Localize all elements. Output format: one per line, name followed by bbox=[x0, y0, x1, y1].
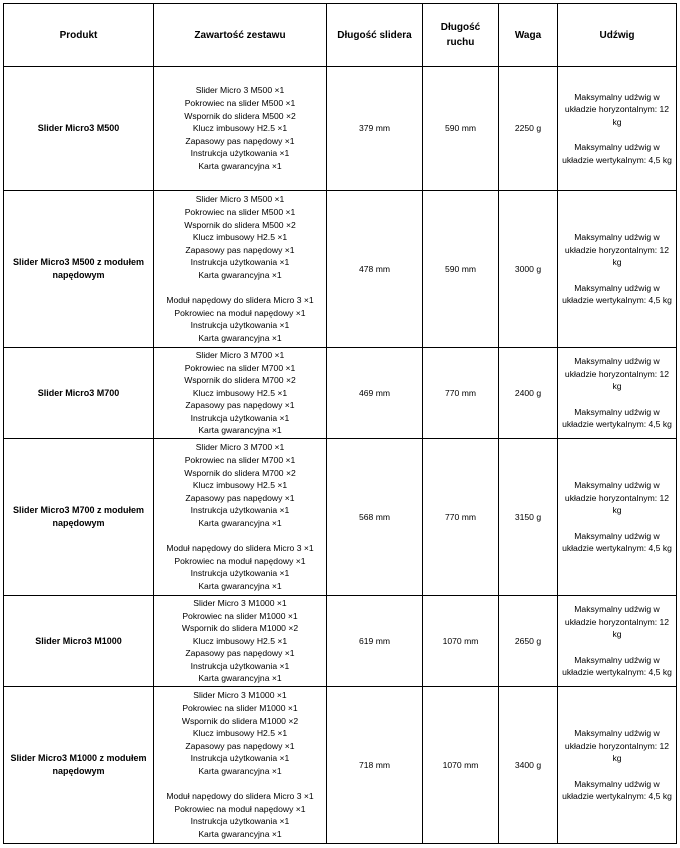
kit-item: Slider Micro 3 M500 ×1 bbox=[195, 85, 285, 96]
header-slider-length: Długość slidera bbox=[327, 4, 423, 67]
load-cell bbox=[558, 191, 677, 348]
product-name: Slider Micro3 M500 bbox=[37, 123, 120, 133]
kit-extra-item: Moduł napędowy do slidera Micro 3 ×1 bbox=[166, 791, 314, 802]
product-cell bbox=[4, 191, 154, 348]
weight-cell: 2400 g bbox=[499, 348, 558, 439]
load-horizontal: Maksymalny udźwig w układzie horyzontalnym: 12 kg bbox=[564, 356, 670, 392]
product-cell bbox=[4, 439, 154, 596]
kit-extra-item: Karta gwarancyjna ×1 bbox=[198, 332, 282, 343]
kit-item: Zapasowy pas napędowy ×1 bbox=[185, 492, 295, 503]
kit-item: Instrukcja użytkowania ×1 bbox=[190, 505, 290, 516]
weight-cell: 3150 g bbox=[499, 439, 558, 596]
travel-cell: 590 mm bbox=[423, 67, 499, 191]
kit-item: Karta gwarancyjna ×1 bbox=[198, 160, 282, 171]
kit-cell bbox=[154, 596, 327, 687]
kit-item: Klucz imbusowy H2.5 ×1 bbox=[192, 728, 288, 739]
kit-item: Klucz imbusowy H2.5 ×1 bbox=[192, 232, 288, 243]
kit-extra-item: Pokrowiec na moduł napędowy ×1 bbox=[174, 803, 306, 814]
header-load: Udźwig bbox=[558, 4, 677, 67]
kit-item: Zapasowy pas napędowy ×1 bbox=[185, 400, 295, 411]
kit-item: Slider Micro 3 M700 ×1 bbox=[195, 349, 285, 360]
load-cell bbox=[558, 687, 677, 844]
kit-cell bbox=[154, 687, 327, 844]
product-cell bbox=[4, 67, 154, 191]
weight-cell: 3000 g bbox=[499, 191, 558, 348]
kit-item: Pokrowiec na slider M700 ×1 bbox=[184, 362, 296, 373]
kit-item: Klucz imbusowy H2.5 ×1 bbox=[192, 123, 288, 134]
kit-cell bbox=[154, 67, 327, 191]
product-name: Slider Micro3 M1000 bbox=[35, 635, 122, 646]
kit-item: Zapasowy pas napędowy ×1 bbox=[185, 135, 295, 146]
kit-item: Instrukcja użytkowania ×1 bbox=[190, 257, 290, 268]
kit-item: Pokrowiec na slider M1000 ×1 bbox=[182, 610, 298, 621]
table-row bbox=[4, 348, 677, 439]
kit-item: Wspornik do slidera M700 ×2 bbox=[184, 375, 296, 386]
weight-cell: 3400 g bbox=[499, 687, 558, 844]
kit-item: Karta gwarancyjna ×1 bbox=[198, 673, 282, 684]
load-vertical: Maksymalny udźwig w układzie wertykalnym: 4,5 kg bbox=[562, 530, 672, 554]
kit-item: Zapasowy pas napędowy ×1 bbox=[185, 244, 295, 255]
travel-cell: 590 mm bbox=[423, 191, 499, 348]
travel-cell: 1070 mm bbox=[423, 596, 499, 687]
load-horizontal: Maksymalny udźwig w układzie horyzontalnym: 12 kg bbox=[564, 480, 670, 516]
kit-extra-item: Moduł napędowy do slidera Micro 3 ×1 bbox=[166, 295, 314, 306]
product-name: Slider Micro3 M500 z modułem napędowym bbox=[12, 257, 145, 280]
load-vertical: Maksymalny udźwig w układzie wertykalnym: 4,5 kg bbox=[562, 778, 672, 802]
kit-cell bbox=[154, 348, 327, 439]
product-name: Slider Micro3 M700 bbox=[37, 387, 120, 398]
kit-item: Pokrowiec na slider M500 ×1 bbox=[184, 207, 296, 218]
slider-length-cell: 379 mm bbox=[327, 67, 423, 191]
product-cell bbox=[4, 687, 154, 844]
kit-item: Instrukcja użytkowania ×1 bbox=[190, 412, 290, 423]
kit-extra-item: Pokrowiec na moduł napędowy ×1 bbox=[174, 307, 306, 318]
travel-cell: 1070 mm bbox=[423, 687, 499, 844]
kit-extra-item: Instrukcja użytkowania ×1 bbox=[190, 568, 290, 579]
load-cell bbox=[558, 596, 677, 687]
product-cell bbox=[4, 596, 154, 687]
table-row bbox=[4, 67, 677, 191]
kit-item: Instrukcja użytkowania ×1 bbox=[190, 148, 290, 159]
kit-item: Slider Micro 3 M1000 ×1 bbox=[193, 597, 287, 608]
header-kit: Zawartość zestawu bbox=[154, 4, 327, 67]
kit-item: Karta gwarancyjna ×1 bbox=[198, 766, 282, 776]
weight-cell: 2250 g bbox=[499, 67, 558, 191]
kit-item: Klucz imbusowy H2.5 ×1 bbox=[192, 387, 288, 398]
kit-item: Wspornik do slidera M1000 ×2 bbox=[181, 623, 299, 634]
product-cell bbox=[4, 348, 154, 439]
table-row bbox=[4, 439, 677, 596]
kit-extra-item: Instrukcja użytkowania ×1 bbox=[190, 320, 290, 331]
load-vertical: Maksymalny udźwig w układzie wertykalnym: 4,5 kg bbox=[562, 654, 672, 678]
header-product: Produkt bbox=[4, 4, 154, 67]
kit-item: Slider Micro 3 M1000 ×1 bbox=[193, 690, 287, 701]
travel-cell: 770 mm bbox=[423, 439, 499, 596]
kit-extra-item: Pokrowiec na moduł napędowy ×1 bbox=[174, 555, 306, 566]
kit-item: Instrukcja użytkowania ×1 bbox=[190, 753, 290, 764]
kit-extra-item: Karta gwarancyjna ×1 bbox=[198, 828, 282, 839]
header-row bbox=[4, 4, 677, 67]
load-vertical: Maksymalny udźwig w układzie wertykalnym: 4,5 kg bbox=[562, 142, 672, 165]
slider-length-cell: 469 mm bbox=[327, 348, 423, 439]
table-row bbox=[4, 596, 677, 687]
kit-item: Wspornik do slidera M1000 ×2 bbox=[181, 715, 299, 726]
load-cell bbox=[558, 439, 677, 596]
load-horizontal: Maksymalny udźwig w układzie horyzontalnym: 12 kg bbox=[564, 728, 670, 764]
kit-item: Wspornik do slidera M700 ×2 bbox=[184, 467, 296, 478]
load-horizontal: Maksymalny udźwig w układzie horyzontalnym: 12 kg bbox=[564, 91, 670, 127]
kit-item: Karta gwarancyjna ×1 bbox=[198, 270, 282, 280]
kit-item: Wspornik do slidera M500 ×2 bbox=[184, 219, 296, 230]
kit-item: Instrukcja użytkowania ×1 bbox=[190, 660, 290, 671]
kit-cell bbox=[154, 439, 327, 596]
load-vertical: Maksymalny udźwig w układzie wertykalnym: 4,5 kg bbox=[562, 282, 672, 306]
header-weight: Waga bbox=[499, 4, 558, 67]
load-horizontal: Maksymalny udźwig w układzie horyzontalnym: 12 kg bbox=[564, 604, 670, 640]
load-vertical: Maksymalny udźwig w układzie wertykalnym: 4,5 kg bbox=[562, 406, 672, 430]
slider-length-cell: 718 mm bbox=[327, 687, 423, 844]
load-cell bbox=[558, 67, 677, 191]
header-travel: Długość ruchu bbox=[423, 4, 499, 67]
kit-extra-item: Instrukcja użytkowania ×1 bbox=[190, 816, 290, 827]
product-name: Slider Micro3 M700 z modułem napędowym bbox=[12, 505, 145, 528]
kit-item: Pokrowiec na slider M700 ×1 bbox=[184, 455, 296, 466]
kit-item: Klucz imbusowy H2.5 ×1 bbox=[192, 635, 288, 646]
weight-cell: 2650 g bbox=[499, 596, 558, 687]
kit-item: Slider Micro 3 M500 ×1 bbox=[195, 194, 285, 205]
load-cell bbox=[558, 348, 677, 439]
kit-item: Klucz imbusowy H2.5 ×1 bbox=[192, 480, 288, 491]
kit-item: Zapasowy pas napędowy ×1 bbox=[185, 740, 295, 751]
kit-item: Karta gwarancyjna ×1 bbox=[198, 425, 282, 436]
kit-extra-item: Moduł napędowy do slidera Micro 3 ×1 bbox=[166, 543, 314, 554]
table-row bbox=[4, 687, 677, 844]
product-name: Slider Micro3 M1000 z modułem napędowym bbox=[10, 753, 147, 776]
kit-item: Slider Micro 3 M700 ×1 bbox=[195, 442, 285, 453]
kit-cell bbox=[154, 191, 327, 348]
travel-cell: 770 mm bbox=[423, 348, 499, 439]
kit-item: Karta gwarancyjna ×1 bbox=[198, 518, 282, 528]
kit-item: Pokrowiec na slider M500 ×1 bbox=[184, 98, 296, 109]
load-horizontal: Maksymalny udźwig w układzie horyzontalnym: 12 kg bbox=[564, 232, 670, 268]
kit-extra-item: Karta gwarancyjna ×1 bbox=[198, 580, 282, 591]
spec-table bbox=[3, 3, 677, 844]
table-row bbox=[4, 191, 677, 348]
slider-length-cell: 568 mm bbox=[327, 439, 423, 596]
kit-item: Pokrowiec na slider M1000 ×1 bbox=[182, 703, 298, 714]
kit-item: Wspornik do slidera M500 ×2 bbox=[184, 110, 296, 121]
slider-length-cell: 478 mm bbox=[327, 191, 423, 348]
kit-item: Zapasowy pas napędowy ×1 bbox=[185, 648, 295, 659]
slider-length-cell: 619 mm bbox=[327, 596, 423, 687]
